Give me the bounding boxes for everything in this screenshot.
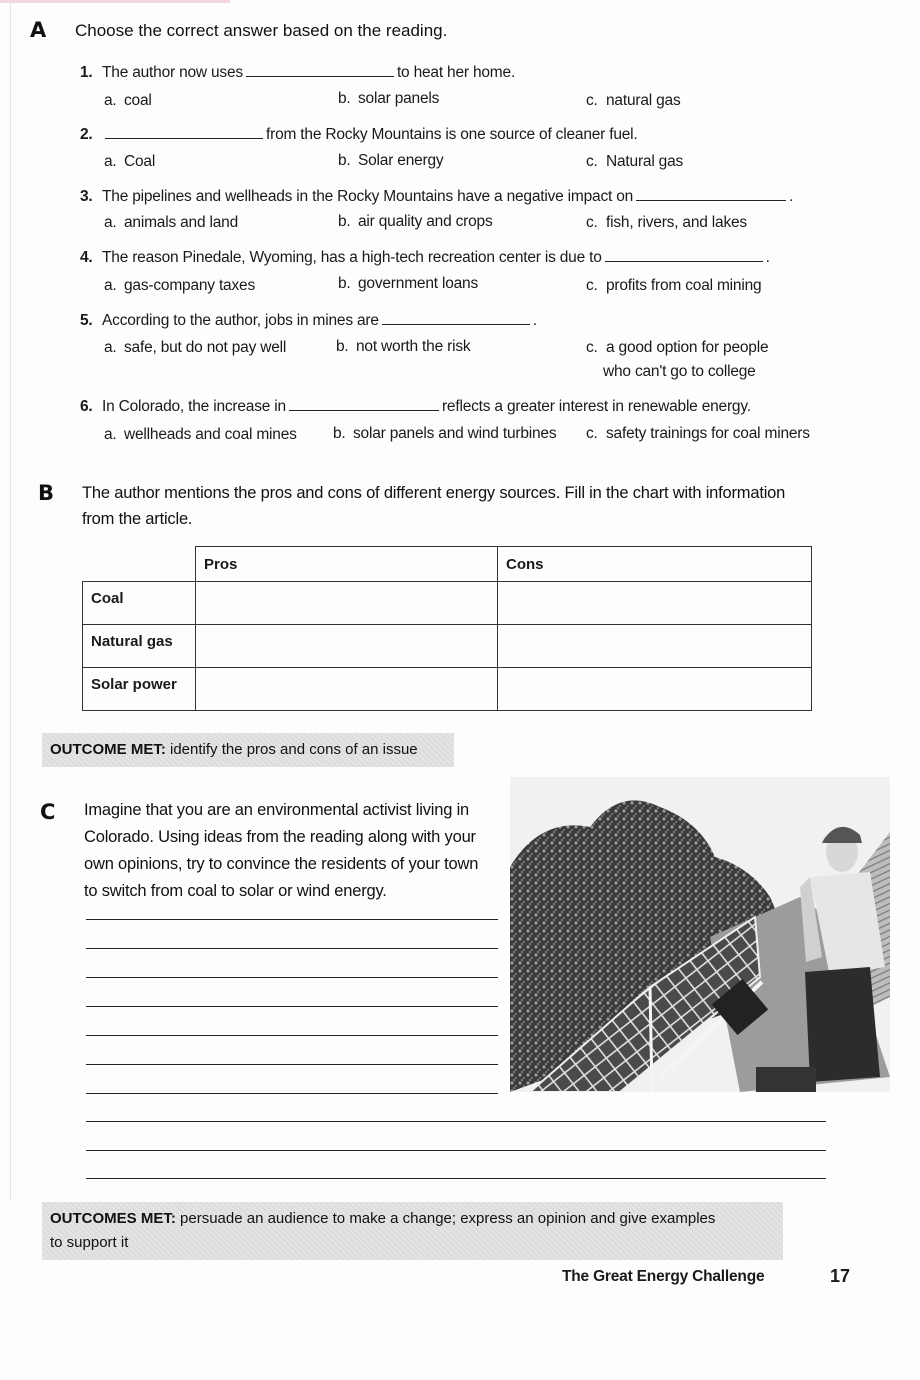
writing-line[interactable] bbox=[86, 1178, 826, 1179]
writing-line[interactable] bbox=[86, 1035, 498, 1036]
question-6: 6. In Colorado, the increase in reflects a greater interest in renewable energy. bbox=[80, 398, 751, 415]
writing-line[interactable] bbox=[86, 1064, 498, 1065]
question-4: 4. The reason Pinedale, Wyoming, has a high-tech recreation center is due to . bbox=[80, 249, 770, 266]
option-5b[interactable]: b. not worth the risk bbox=[336, 338, 471, 355]
writing-line[interactable] bbox=[86, 1093, 498, 1094]
section-c-instruction: Imagine that you are an environmental activist living in Colorado. Using ideas from the reading along with your own opinions, try to convince the residents of your town to switch from coal to solar or wind energy. bbox=[84, 801, 479, 900]
natural-gas-pros-cell[interactable] bbox=[196, 625, 498, 668]
option-4c[interactable]: c. profits from coal mining bbox=[586, 277, 762, 294]
page-edge bbox=[0, 0, 230, 3]
option-3c[interactable]: c. fish, rivers, and lakes bbox=[586, 214, 747, 231]
option-5c[interactable]: c. a good option for people bbox=[586, 339, 769, 356]
question-5: 5. According to the author, jobs in mines are . bbox=[80, 312, 537, 329]
footer-unit-title: The Great Energy Challenge bbox=[562, 1268, 765, 1285]
section-b-letter: B bbox=[38, 481, 55, 505]
option-6a[interactable]: a. wellheads and coal mines bbox=[104, 426, 297, 443]
answer-blank[interactable] bbox=[636, 188, 786, 201]
section-a-instruction: Choose the correct answer based on the reading. bbox=[75, 21, 448, 40]
section-b-instruction: The author mentions the pros and cons of different energy sources. Fill in the chart with information from the article. bbox=[82, 484, 786, 528]
option-3a[interactable]: a. animals and land bbox=[104, 214, 238, 231]
writing-line[interactable] bbox=[86, 919, 498, 920]
option-6c[interactable]: c. safety trainings for coal miners bbox=[586, 425, 810, 442]
answer-blank[interactable] bbox=[289, 398, 439, 411]
solar-power-pros-cell[interactable] bbox=[196, 668, 498, 711]
option-5a[interactable]: a. safe, but do not pay well bbox=[104, 339, 287, 356]
chart-row bbox=[83, 582, 812, 625]
option-1b[interactable]: b. solar panels bbox=[338, 90, 440, 107]
option-3b[interactable]: b. air quality and crops bbox=[338, 213, 493, 230]
chart-row-label: Natural gas bbox=[83, 625, 196, 668]
option-2c[interactable]: c. Natural gas bbox=[586, 153, 684, 170]
coal-cons-cell[interactable] bbox=[498, 582, 812, 625]
answer-blank[interactable] bbox=[605, 249, 763, 262]
option-4b[interactable]: b. government loans bbox=[338, 275, 479, 292]
page-edge-left bbox=[10, 0, 11, 1200]
chart-row bbox=[83, 668, 812, 711]
option-1a[interactable]: a. coal bbox=[104, 92, 152, 109]
answer-blank[interactable] bbox=[105, 126, 263, 139]
pros-cons-chart bbox=[82, 546, 812, 711]
chart-header-row bbox=[83, 547, 812, 582]
option-2a[interactable]: a. Coal bbox=[104, 153, 156, 170]
writing-line[interactable] bbox=[86, 1006, 498, 1007]
solar-power-cons-cell[interactable] bbox=[498, 668, 812, 711]
option-6b[interactable]: b. solar panels and wind turbines bbox=[333, 425, 557, 442]
section-a-letter: A bbox=[30, 18, 47, 42]
writing-line[interactable] bbox=[86, 948, 498, 949]
option-1c[interactable]: c. natural gas bbox=[586, 92, 681, 109]
solar-installer-photo bbox=[510, 777, 890, 1092]
chart-row-label: Coal bbox=[83, 582, 196, 625]
natural-gas-cons-cell[interactable] bbox=[498, 625, 812, 668]
question-1: 1. The author now uses to heat her home. bbox=[80, 64, 516, 81]
writing-line[interactable] bbox=[86, 1150, 826, 1151]
option-2b[interactable]: b. Solar energy bbox=[338, 152, 444, 169]
option-5c-continued: who can't go to college bbox=[603, 363, 756, 380]
coal-pros-cell[interactable] bbox=[196, 582, 498, 625]
answer-blank[interactable] bbox=[246, 64, 394, 77]
chart-corner bbox=[83, 547, 196, 582]
outcome-met-box: OUTCOME MET: identify the pros and cons of an issue bbox=[42, 733, 454, 767]
question-2: 2. from the Rocky Mountains is one source of cleaner fuel. bbox=[80, 126, 638, 143]
chart-row-label: Solar power bbox=[83, 668, 196, 711]
solar-panel-photo-icon bbox=[510, 777, 890, 1092]
question-3: 3. The pipelines and wellheads in the Rocky Mountains have a negative impact on . bbox=[80, 188, 794, 205]
option-4a[interactable]: a. gas-company taxes bbox=[104, 277, 255, 294]
chart-row bbox=[83, 625, 812, 668]
section-c-letter: C bbox=[40, 800, 56, 824]
writing-line[interactable] bbox=[86, 1121, 826, 1122]
chart-header-pros: Pros bbox=[196, 547, 498, 582]
page-number: 17 bbox=[830, 1266, 851, 1286]
answer-blank[interactable] bbox=[382, 312, 530, 325]
chart-header-cons: Cons bbox=[498, 547, 812, 582]
outcomes-met-box: OUTCOMES MET: persuade an audience to make a change; express an opinion and give examples to support it bbox=[42, 1202, 783, 1260]
writing-line[interactable] bbox=[86, 977, 498, 978]
